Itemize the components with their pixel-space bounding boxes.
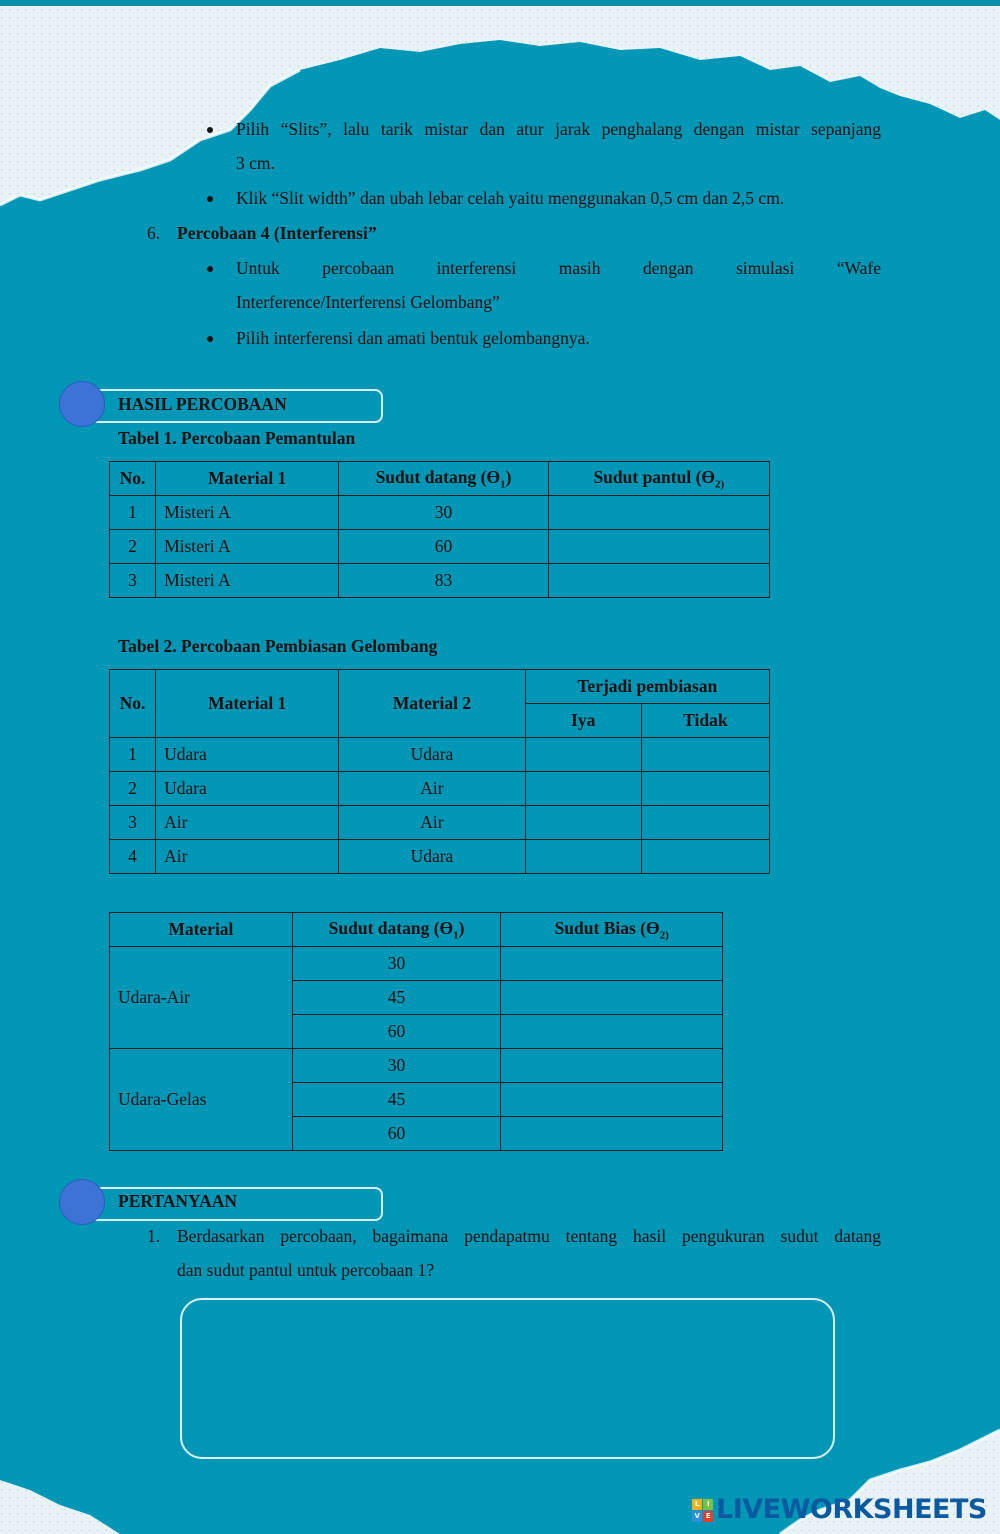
cell-material-2: Udara [339,840,525,874]
cell-no-input[interactable] [641,840,769,874]
header-material: Material 1 [156,462,339,496]
table-header-row [110,462,770,496]
table2-refraction [109,669,770,874]
cell-bias-input[interactable] [501,981,723,1015]
table-header-row [110,913,723,947]
bullet-marker [207,266,213,272]
table-row [110,772,770,806]
table-row [110,1049,723,1083]
table-row [110,806,770,840]
cell-no: 2 [110,772,156,806]
cell-material: Misteri A [156,530,339,564]
header-no: No. [110,670,156,738]
table-row [110,947,723,981]
logo-text: LIVEWORKSHEETS [716,1494,987,1525]
table-row [110,840,770,874]
header-material-1: Material 1 [156,670,339,738]
instruction-bullet-2: Klik “Slit width” dan ubah lebar celah yaitu menggunakan 0,5 cm dan 2,5 cm. [236,188,785,208]
question-number: 1. [147,1226,161,1246]
cell-material-group: Udara-Air [110,947,293,1049]
cell-yes-input[interactable] [525,738,641,772]
cell-angle: 60 [292,1015,501,1049]
cell-material-1: Air [156,840,339,874]
cell-material-1: Udara [156,772,339,806]
bullet-marker [207,196,213,202]
cell-angle: 30 [292,947,501,981]
header-no: No. [110,462,156,496]
answer-textbox[interactable] [180,1298,835,1459]
cell-reflect-input[interactable] [548,496,769,530]
section-title-pertanyaan: PERTANYAAN [118,1191,237,1211]
cell-no-input[interactable] [641,738,769,772]
cell-angle: 30 [292,1049,501,1083]
header-angle-in: Sudut datang $(Ɵ_1)$ [292,913,501,947]
table1-reflection [109,461,770,598]
cell-bias-input[interactable] [501,1015,723,1049]
cell-no: 3 [110,806,156,840]
cell-bias-input[interactable] [501,1083,723,1117]
cell-material-1: Udara [156,738,339,772]
cell-yes-input[interactable] [525,772,641,806]
cell-no: 4 [110,840,156,874]
cell-material-2: Udara [339,738,525,772]
cell-angle: 30 [339,496,548,530]
step-number: 6. [147,223,161,243]
cell-angle: 45 [292,1083,501,1117]
header-yes: Iya [525,704,641,738]
bullet-marker [207,127,213,133]
table2-title: Tabel 2. Percobaan Pembiasan Gelombang [118,636,438,656]
cell-reflect-input[interactable] [548,530,769,564]
question-text: Berdasarkan percobaan, bagaimana pendapatmu tentang hasil pengukuran sudut datang [177,1226,881,1246]
table1-title: Tabel 1. Percobaan Pemantulan [118,428,356,448]
cell-angle: 45 [292,981,501,1015]
cell-angle: 83 [339,564,548,598]
question-text-cont: dan sudut pantul untuk percobaan 1? [177,1260,435,1280]
cell-material: Misteri A [156,564,339,598]
cell-material-1: Air [156,806,339,840]
cell-no-input[interactable] [641,772,769,806]
header-refraction: Terjadi pembiasan [525,670,769,704]
liveworksheets-mark-icon: L I V E [692,1499,714,1523]
table-row [110,530,770,564]
table-row [110,738,770,772]
table-row [110,496,770,530]
cell-yes-input[interactable] [525,840,641,874]
section-circle-icon [59,381,105,427]
cell-no: 3 [110,564,156,598]
table3-refraction-angles [109,912,723,1151]
header-angle-in: Sudut datang $(Ɵ_1)$ [339,462,548,496]
instruction-bullet-1-cont: 3 cm. [236,153,275,173]
cell-no: 1 [110,496,156,530]
cell-bias-input[interactable] [501,947,723,981]
table-header-row [110,670,770,704]
instruction-bullet-4: Pilih interferensi dan amati bentuk gelombangnya. [236,328,590,348]
instruction-bullet-3-cont: Interference/Interferensi Gelombang” [236,292,500,312]
cell-yes-input[interactable] [525,806,641,840]
cell-material-2: Air [339,772,525,806]
cell-no-input[interactable] [641,806,769,840]
section-circle-icon [59,1179,105,1225]
cell-material: Misteri A [156,496,339,530]
cell-bias-input[interactable] [501,1117,723,1151]
cell-no: 1 [110,738,156,772]
liveworksheets-logo [692,1494,987,1526]
table-row [110,564,770,598]
instruction-bullet-3: Untuk percobaan interferensi masih dengan simulasi “Wafe [236,258,881,278]
header-no-refraction: Tidak [641,704,769,738]
cell-material-2: Air [339,806,525,840]
header-angle-bias: Sudut Bias ($Ɵ_{2)}$ [501,913,723,947]
cell-angle: 60 [292,1117,501,1151]
cell-reflect-input[interactable] [548,564,769,598]
header-angle-reflect: Sudut pantul ($Ɵ_{2)}$ [548,462,769,496]
section-title-hasil: HASIL PERCOBAAN [118,394,287,414]
cell-bias-input[interactable] [501,1049,723,1083]
bullet-marker [207,336,213,342]
cell-no: 2 [110,530,156,564]
cell-angle: 60 [339,530,548,564]
header-material: Material [110,913,293,947]
cell-material-group: Udara-Gelas [110,1049,293,1151]
header-material-2: Material 2 [339,670,525,738]
step-title: Percobaan 4 (Interferensi” [177,223,377,243]
instruction-bullet-1: Pilih “Slits”, lalu tarik mistar dan atur jarak penghalang dengan mistar sepanjang [236,119,881,139]
